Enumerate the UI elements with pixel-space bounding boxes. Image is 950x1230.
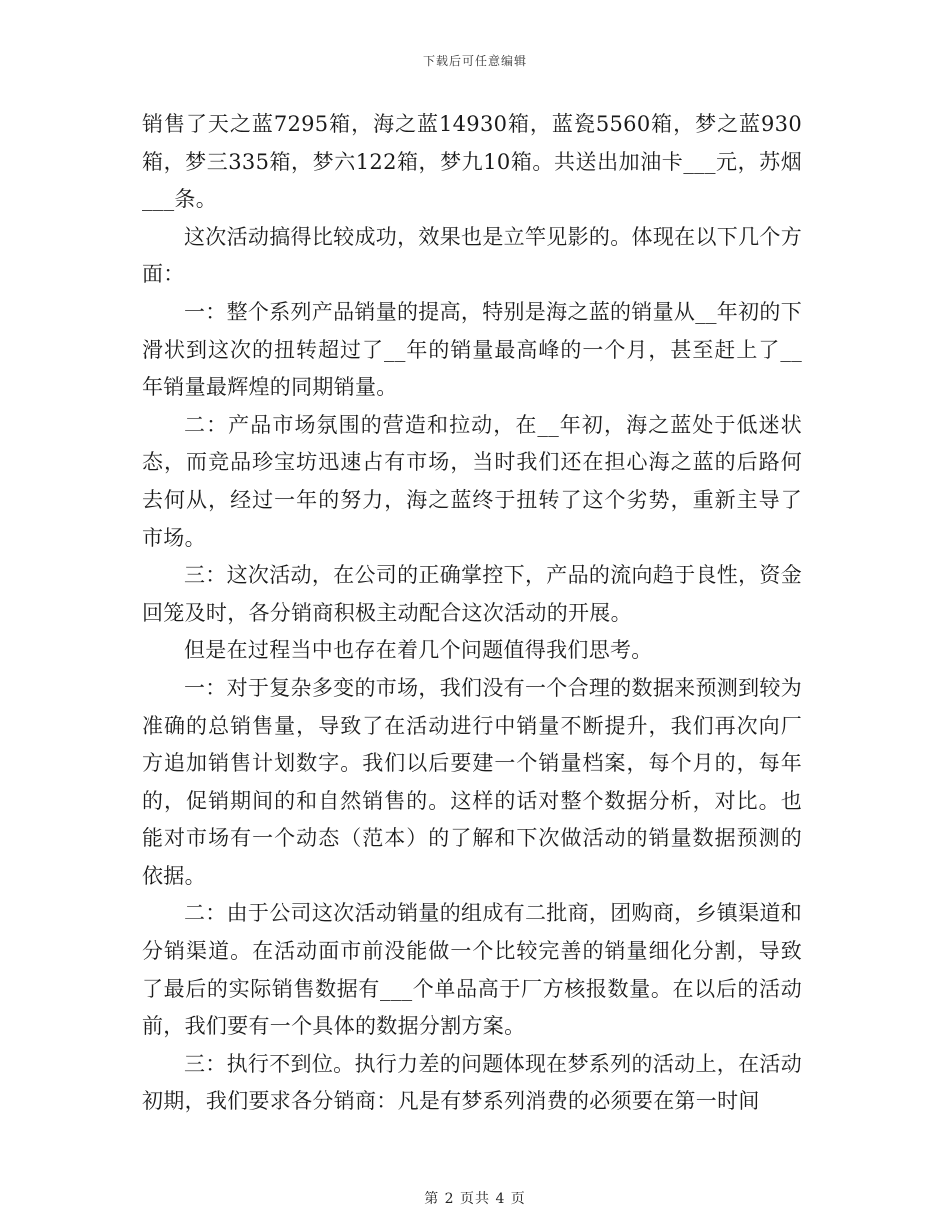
- page-header: 下载后可任意编辑: [422, 54, 527, 68]
- page-footer: 第 2 页共 4 页: [424, 1191, 526, 1207]
- paragraph-1: 销售了天之蓝7295箱，海之蓝14930箱，蓝瓷5560箱，梦之蓝930箱，梦三335箱，梦六122箱，梦九10箱。共送出加油卡___元，苏烟___条。: [142, 112, 802, 212]
- paragraph-8: 二：由于公司这次活动销量的组成有二批商，团购商，乡镇渠道和分销渠道。在活动面市前没能做一个比较完善的销量细化分割，导致了最后的实际销售数据有___个单品高于厂方核报数量。在以后的活动前，我们要有一个具体的数据分割方案。: [142, 901, 802, 1039]
- paragraph-5: 三：这次活动，在公司的正确掌控下，产品的流向趋于良性，资金回笼及时，各分销商积极主动配合这次活动的开展。: [142, 563, 802, 625]
- paragraph-7: 一：对于复杂多变的市场，我们没有一个合理的数据来预测到较为准确的总销售量，导致了在活动进行中销量不断提升，我们再次向厂方追加销售计划数字。我们以后要建一个销量档案，每个月的，每年的，促销期间的和自然销售的。这样的话对整个数据分析，对比。也能对市场有一个动态（范本）的了解和下次做活动的销量数据预测的依据。: [142, 675, 802, 888]
- paragraph-9: 三：执行不到位。执行力差的问题体现在梦系列的活动上，在活动初期，我们要求各分销商：凡是有梦系列消费的必须要在第一时间: [142, 1051, 802, 1114]
- paragraph-6: 但是在过程当中也存在着几个问题值得我们思考。: [184, 638, 653, 663]
- paragraph-2: 这次活动搞得比较成功，效果也是立竿见影的。体现在以下几个方面：: [142, 224, 802, 287]
- document-body: [142, 106, 802, 1121]
- paragraph-4: 二：产品市场氛围的营造和拉动，在__年初，海之蓝处于低迷状态，而竞品珍宝坊迅速占有市场，当时我们还在担心海之蓝的后路何去何从，经过一年的努力，海之蓝终于扭转了这个劣势，重新主导了市场。: [142, 412, 802, 550]
- paragraph-3: 一：整个系列产品销量的提高，特别是海之蓝的销量从__年初的下滑状到这次的扭转超过了__年的销量最高峰的一个月，甚至赶上了__年销量最辉煌的同期销量。: [142, 299, 802, 400]
